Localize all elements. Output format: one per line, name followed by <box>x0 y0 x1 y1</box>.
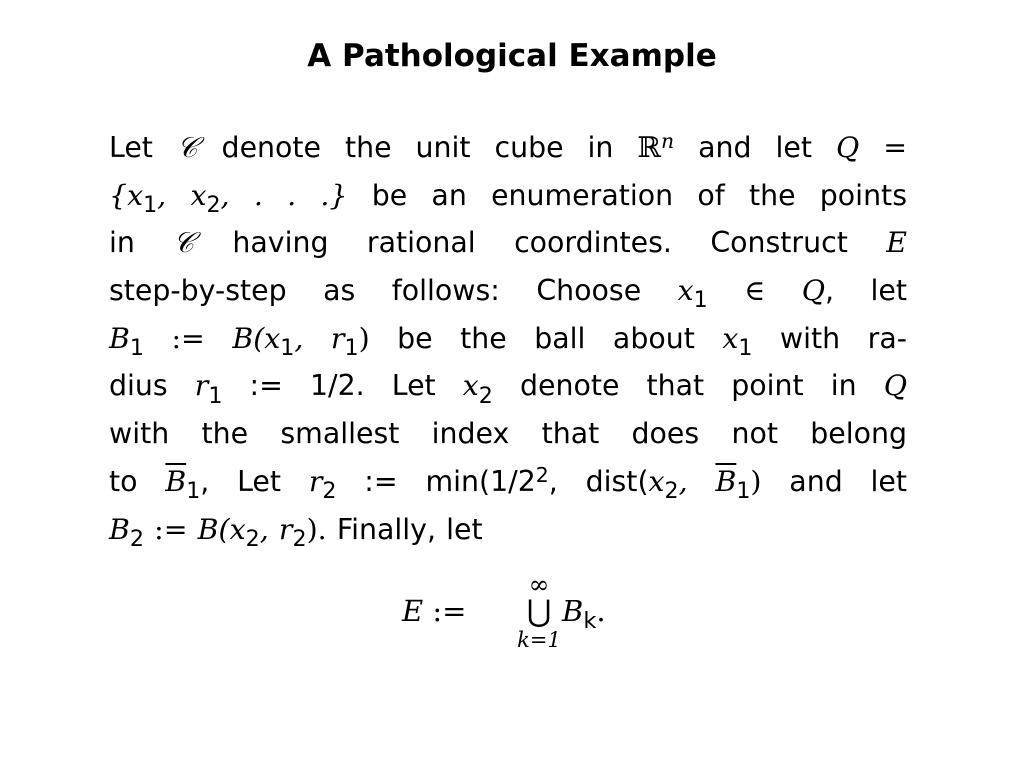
union-symbol: ⋃ <box>526 594 552 629</box>
paragraph-line-1: Let 𝒞 denote the unit cube in ℝ$^n$ and let Q = <box>109 128 907 164</box>
equation-rhs: $B_k$. <box>562 594 606 635</box>
paragraph-line-2: {$x_1$, $x_2$, . . .} be an enumeration of the points <box>109 178 907 218</box>
paragraph-line-9: $B_2$ := $B(x_2$, $r_2$). Finally, let <box>109 512 483 552</box>
paragraph-line-6: dius $r_1$ := 1/2. Let $x_2$ denote that point in Q <box>109 369 907 409</box>
equation-lhs: E := <box>402 594 467 628</box>
slide-title: A Pathological Example <box>307 38 717 74</box>
union-upper-limit: ∞ <box>528 570 550 599</box>
paragraph-line-8: to $\overline{B}_1$, Let $r_2$ := $\min(1/2^2$, $dist(x_2$, $\overline{B}_1$) and let <box>109 462 907 504</box>
definition-paragraph <box>109 124 907 553</box>
union-lower-limit: k=1 <box>517 628 561 652</box>
paragraph-line-7: with the smallest index that does not belong <box>109 417 907 451</box>
paragraph-line-5: $B_1$ := $B(x_1$, $r_1$) be the ball about $x_1$ with ra- <box>109 321 907 361</box>
paragraph-line-3: in 𝒞 having rational coordintes. Construct E <box>109 226 907 260</box>
big-union-operator <box>512 572 566 654</box>
paragraph-line-4: step-by-step as follows: Choose $x_1$ ∈ Q, let <box>109 274 908 314</box>
display-equation <box>0 572 1024 662</box>
